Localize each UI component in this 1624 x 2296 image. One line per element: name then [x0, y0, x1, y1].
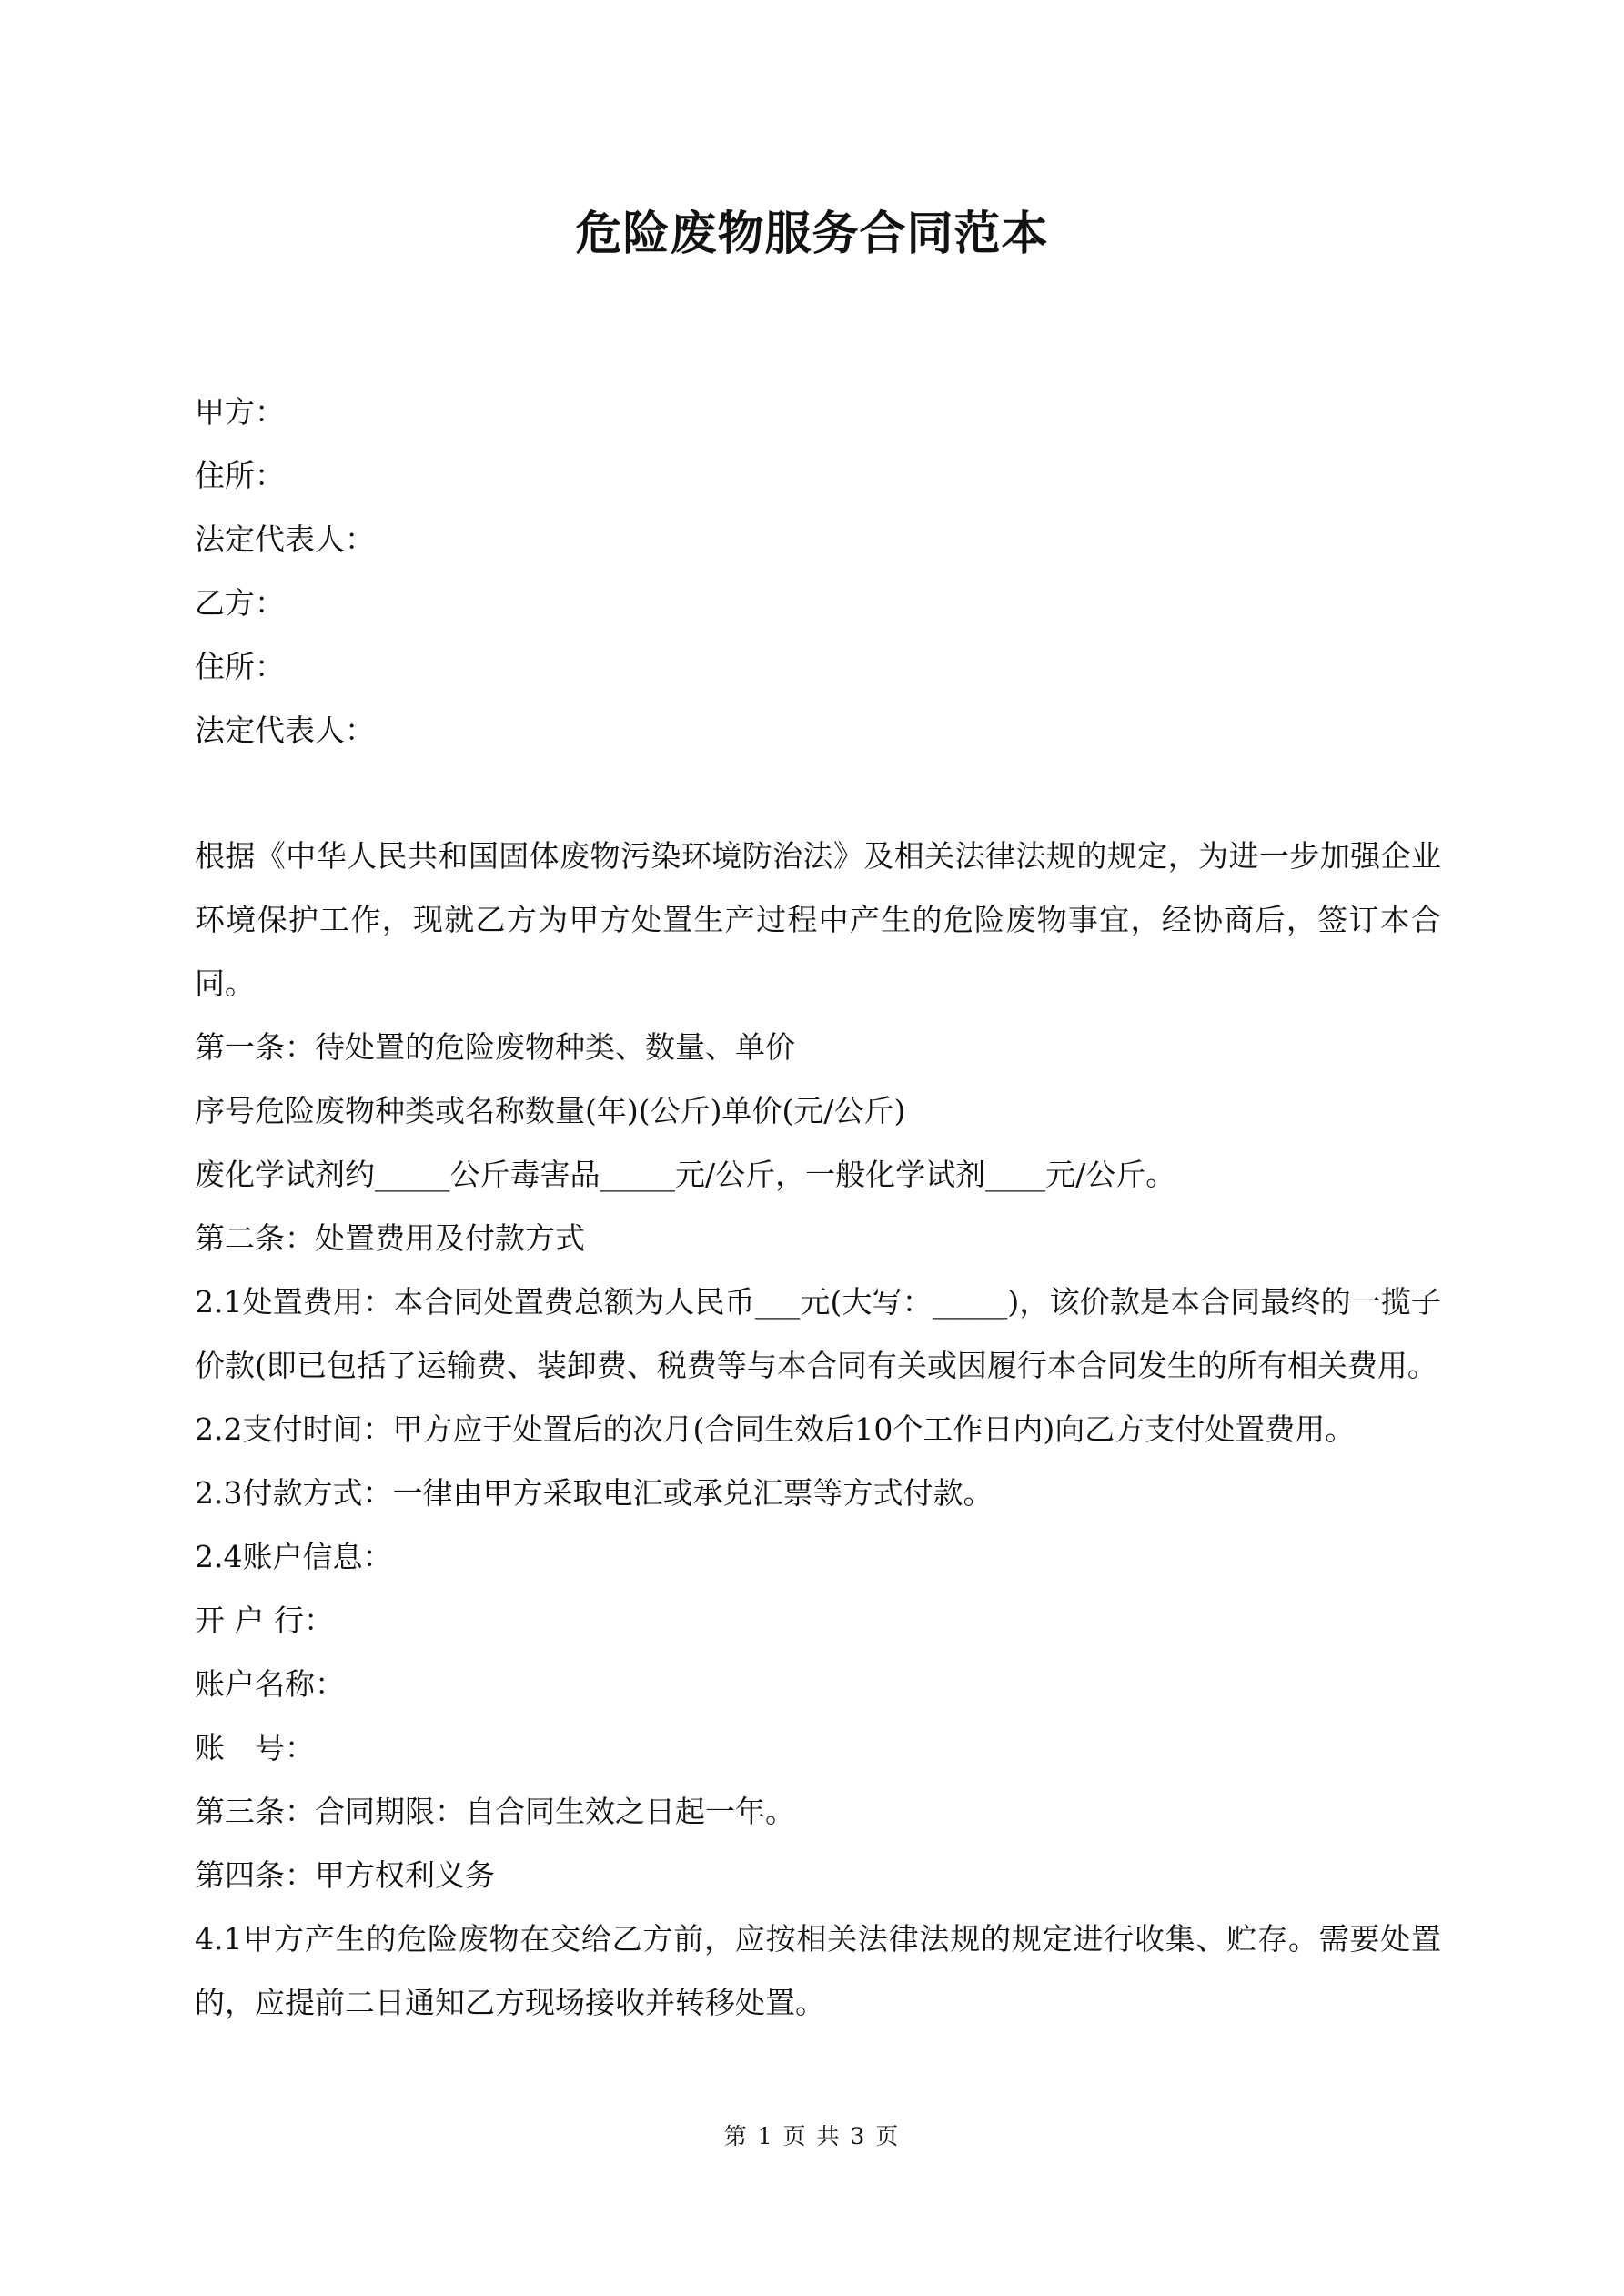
waste-items-line: 废化学试剂约_____公斤毒害品_____元/公斤，一般化学试剂____元/公斤。 — [195, 1157, 1176, 1192]
article-2-heading: 第二条：处置费用及付款方式 — [195, 1220, 585, 1256]
article-4-heading: 第四条：甲方权利义务 — [195, 1857, 495, 1893]
clause-4-1: 4.1甲方产生的危险废物在交给乙方前，应按相关法律法规的规定进行收集、贮存。需要处置的，应提前二日通知乙方现场接收并转移处置。 — [195, 1921, 1441, 2020]
party-b-label: 乙方： — [195, 585, 285, 621]
account-number-label: 账 号： — [195, 1730, 315, 1765]
clause-2-1: 2.1处置费用：本合同处置费总额为人民币___元(大写：_____)，该价款是本合同最终的一揽子价款(即已包括了运输费、装卸费、税费等与本合同有关或因履行本合同发生的所有相关费用。 — [195, 1284, 1441, 1383]
party-b-representative-label: 法定代表人： — [195, 713, 375, 748]
party-a-representative-label: 法定代表人： — [195, 521, 375, 557]
page-number-footer: 第 1 页 共 3 页 — [723, 2123, 901, 2149]
party-a-address-label: 住所： — [195, 458, 285, 493]
contract-body — [195, 824, 1441, 2035]
clause-2-2: 2.2支付时间：甲方应于处置后的次月(合同生效后10个工作日内)向乙方支付处置费用。 — [195, 1411, 1356, 1447]
preamble-paragraph: 根据《中华人民共和国固体废物污染环境防治法》及相关法律法规的规定，为进一步加强企业环境保护工作，现就乙方为甲方处置生产过程中产生的危险废物事宜，经协商后，签订本合同。 — [195, 838, 1441, 1001]
article-1-heading: 第一条：待处置的危险废物种类、数量、单价 — [195, 1029, 795, 1065]
party-a-label: 甲方： — [195, 394, 285, 430]
clause-2-3: 2.3付款方式：一律由甲方采取电汇或承兑汇票等方式付款。 — [195, 1475, 994, 1511]
party-b-address-label: 住所： — [195, 649, 285, 684]
parties-block — [195, 380, 1450, 763]
waste-table-header: 序号危险废物种类或名称数量(年)(公斤)单价(元/公斤) — [195, 1093, 906, 1128]
document-title: 危险废物服务合同范本 — [575, 207, 1049, 261]
account-name-label: 账户名称： — [195, 1666, 345, 1702]
bank-name-label: 开 户 行： — [195, 1603, 334, 1638]
article-3-heading: 第三条：合同期限：自合同生效之日起一年。 — [195, 1794, 795, 1829]
clause-2-4: 2.4账户信息： — [195, 1539, 393, 1574]
